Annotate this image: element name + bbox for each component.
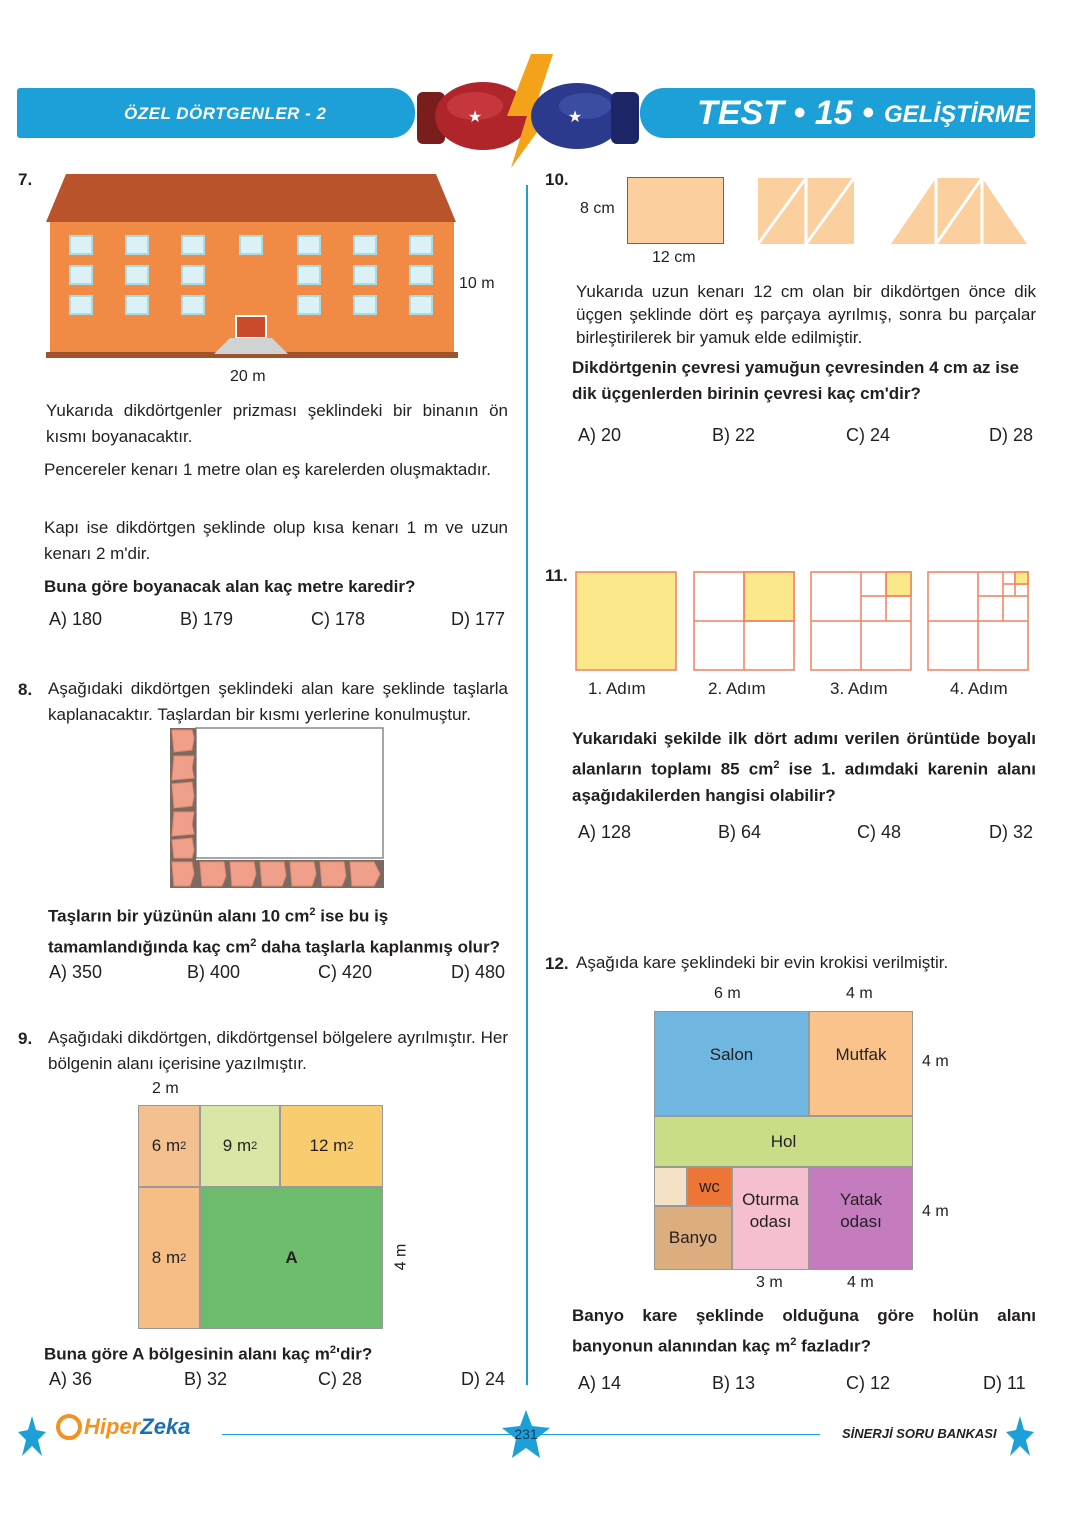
q11-pattern-figure bbox=[574, 570, 1030, 674]
q7-option-a[interactable]: A) 180 bbox=[49, 609, 103, 629]
star-right-icon bbox=[1004, 1414, 1036, 1458]
q12-option-c[interactable]: C) 12 bbox=[846, 1373, 891, 1393]
q11-option-c[interactable]: C) 48 bbox=[857, 822, 902, 842]
q10-option-c[interactable]: C) 24 bbox=[846, 425, 891, 445]
q10-option-b[interactable]: B) 22 bbox=[712, 425, 756, 445]
q10-option-d[interactable]: D) 28 bbox=[989, 425, 1034, 445]
room-salon: Salon bbox=[654, 1011, 809, 1116]
q11-number: 11. bbox=[545, 566, 568, 585]
star-left-icon bbox=[16, 1414, 48, 1458]
q8-option-d[interactable]: D) 480 bbox=[451, 962, 506, 982]
q8-option-b[interactable]: B) 400 bbox=[187, 962, 241, 982]
q12-bottom-left-label: 3 m bbox=[756, 1274, 783, 1291]
q11-step-1: 1. Adım bbox=[588, 679, 646, 698]
brand-logo-icon bbox=[56, 1414, 82, 1440]
room-wc: wc bbox=[687, 1167, 732, 1206]
q10-rectangle bbox=[627, 177, 724, 244]
q12-bottom-right-label: 4 m bbox=[847, 1274, 874, 1291]
q12-paragraph-1: Aşağıda kare şeklindeki bir evin krokisi verilmiştir. bbox=[576, 953, 949, 972]
q12-top-right-label: 4 m bbox=[846, 985, 873, 1002]
glove-right-cuff bbox=[611, 92, 639, 144]
q11-option-d[interactable]: D) 32 bbox=[989, 822, 1034, 842]
q12-top-left-label: 6 m bbox=[714, 985, 741, 1002]
q9-top-label: 2 m bbox=[152, 1080, 179, 1097]
q10-question: Dikdörtgenin çevresi yamuğun çevresinden 4 cm az ise dik üçgenlerden birinin çevresi kaç cm'dir? bbox=[572, 358, 1019, 403]
q9-cell-12: 12 m 2 bbox=[280, 1105, 383, 1187]
q9-option-b[interactable]: B) 32 bbox=[184, 1369, 228, 1389]
q7-option-b[interactable]: B) 179 bbox=[180, 609, 234, 629]
q7-question: Buna göre boyanacak alan kaç metre karedir? bbox=[44, 577, 416, 596]
room-banyo: Banyo bbox=[654, 1206, 732, 1270]
q9-option-a[interactable]: A) 36 bbox=[49, 1369, 93, 1389]
q9-cell-6: 6 m 2 bbox=[138, 1105, 200, 1187]
q11-question: Yukarıdaki şekilde ilk dört adımı verilen örüntüde boyalı alanların toplamı 85 $cm^2$ ise 1. adımdaki karenin alanı aşağıdakilerden hangisi olabilir? bbox=[572, 729, 1036, 805]
q9-paragraph-1: Aşağıdaki dikdörtgen, dikdörtgensel bölgelere ayrılmıştır. Her bölgenin alanı içerisine yazılmıştır. bbox=[48, 1028, 508, 1073]
q12-question: Banyo kare şeklinde olduğuna göre holün alanı banyonun alanından kaç $m^2$ fazladır? bbox=[572, 1306, 1036, 1356]
q9-cell-8: 8 m 2 bbox=[138, 1187, 200, 1329]
brand-logo: Hiper Zeka bbox=[56, 1414, 190, 1440]
q9-option-c[interactable]: C) 28 bbox=[318, 1369, 363, 1389]
q11-option-b[interactable]: B) 64 bbox=[718, 822, 762, 842]
column-divider bbox=[526, 185, 528, 1385]
q12-option-a[interactable]: A) 14 bbox=[578, 1373, 622, 1393]
svg-text:★: ★ bbox=[467, 109, 483, 126]
room-hol: Hol bbox=[654, 1116, 913, 1167]
page-number: 231 bbox=[514, 1426, 538, 1442]
q10-bottom-label: 12 cm bbox=[652, 249, 696, 266]
q10-trapezoid bbox=[890, 177, 1028, 245]
q7-option-c[interactable]: C) 178 bbox=[311, 609, 366, 629]
q7-width-label: 20 m bbox=[230, 368, 266, 385]
room-yatak: Yatak odası bbox=[809, 1167, 913, 1270]
tile-figure bbox=[168, 726, 386, 890]
q10-side-label: 8 cm bbox=[580, 200, 615, 217]
building-door bbox=[236, 316, 266, 338]
q12-number: 12. bbox=[545, 954, 569, 973]
q11-step-4: 4. Adım bbox=[950, 679, 1008, 698]
q11-option-a[interactable]: A) 128 bbox=[578, 822, 632, 842]
q12-option-d[interactable]: D) 11 bbox=[983, 1373, 1026, 1393]
building-roof bbox=[46, 174, 456, 222]
q8-option-a[interactable]: A) 350 bbox=[49, 962, 103, 982]
q9-option-d[interactable]: D) 24 bbox=[461, 1369, 506, 1389]
room-blank bbox=[654, 1167, 687, 1206]
svg-text:★: ★ bbox=[567, 109, 583, 126]
q10-option-a[interactable]: A) 20 bbox=[578, 425, 622, 445]
q7-paragraph-1: Yukarıda dikdörtgenler prizması şeklindeki bir binanın ön kısmı boyanacaktır. bbox=[46, 401, 508, 446]
q12-right-top-label: 4 m bbox=[922, 1053, 949, 1070]
q9-side-label: 4 m bbox=[392, 1243, 410, 1271]
step1 bbox=[576, 572, 676, 670]
q7-number: 7. bbox=[18, 170, 33, 189]
boxing-gloves-icon bbox=[403, 50, 653, 175]
test-label: TEST • 15 • bbox=[697, 94, 874, 132]
q8-paragraph-1: Aşağıdaki dikdörtgen şeklindeki alan kare şeklinde taşlarla kaplanacaktır. Taşlardan bir kısmı yerlerine konulmuştur. bbox=[48, 679, 508, 724]
q8-number: 8. bbox=[18, 680, 33, 699]
q10-split-rectangle bbox=[757, 177, 855, 245]
room-mutfak: Mutfak bbox=[809, 1011, 913, 1116]
q7-paragraph-3: Kapı ise dikdörtgen şeklinde olup kısa kenarı 1 m ve uzun kenarı 2 m'dir. bbox=[44, 518, 508, 563]
room-oturma: Oturma odası bbox=[732, 1167, 809, 1270]
q11-step-3: 3. Adım bbox=[830, 679, 888, 698]
header-left-title: ÖZEL DÖRTGENLER - 2 bbox=[124, 104, 327, 123]
q9-cell-9: 9 m 2 bbox=[200, 1105, 280, 1187]
q9-number: 9. bbox=[18, 1029, 33, 1048]
q10-number: 10. bbox=[545, 170, 569, 189]
q10-paragraph-1: Yukarıda uzun kenarı 12 cm olan bir dikdörtgen önce dik üçgen şeklinde dört eş parçaya ayrılmış, sonra bu parçalar birleştirilerek bir yamuk elde edilmiştir. bbox=[576, 282, 1036, 347]
q9-question: Buna göre A bölgesinin alanı kaç $m^2'dir$? bbox=[44, 1344, 373, 1364]
series-name: SİNERJİ SORU BANKASI bbox=[842, 1426, 997, 1441]
q8-option-c[interactable]: C) 420 bbox=[318, 962, 373, 982]
building-figure bbox=[44, 170, 460, 362]
q9-cell-a: A bbox=[200, 1187, 383, 1329]
level-label: GELİŞTİRME bbox=[884, 101, 1031, 128]
q11-step-2: 2. Adım bbox=[708, 679, 766, 698]
q12-option-b[interactable]: B) 13 bbox=[712, 1373, 756, 1393]
q7-paragraph-2: Pencereler kenarı 1 metre olan eş karelerden oluşmaktadır. bbox=[44, 460, 491, 479]
q7-height-label: 10 m bbox=[459, 275, 495, 292]
q8-question: Taşların bir yüzünün alanı 10 $cm^2$ ise bu iş tamamlandığında kaç $cm^2$ daha taşlarla kaplanmış olur? bbox=[48, 906, 501, 957]
q7-option-d[interactable]: D) 177 bbox=[451, 609, 506, 629]
q12-right-bottom-label: 4 m bbox=[922, 1203, 949, 1220]
